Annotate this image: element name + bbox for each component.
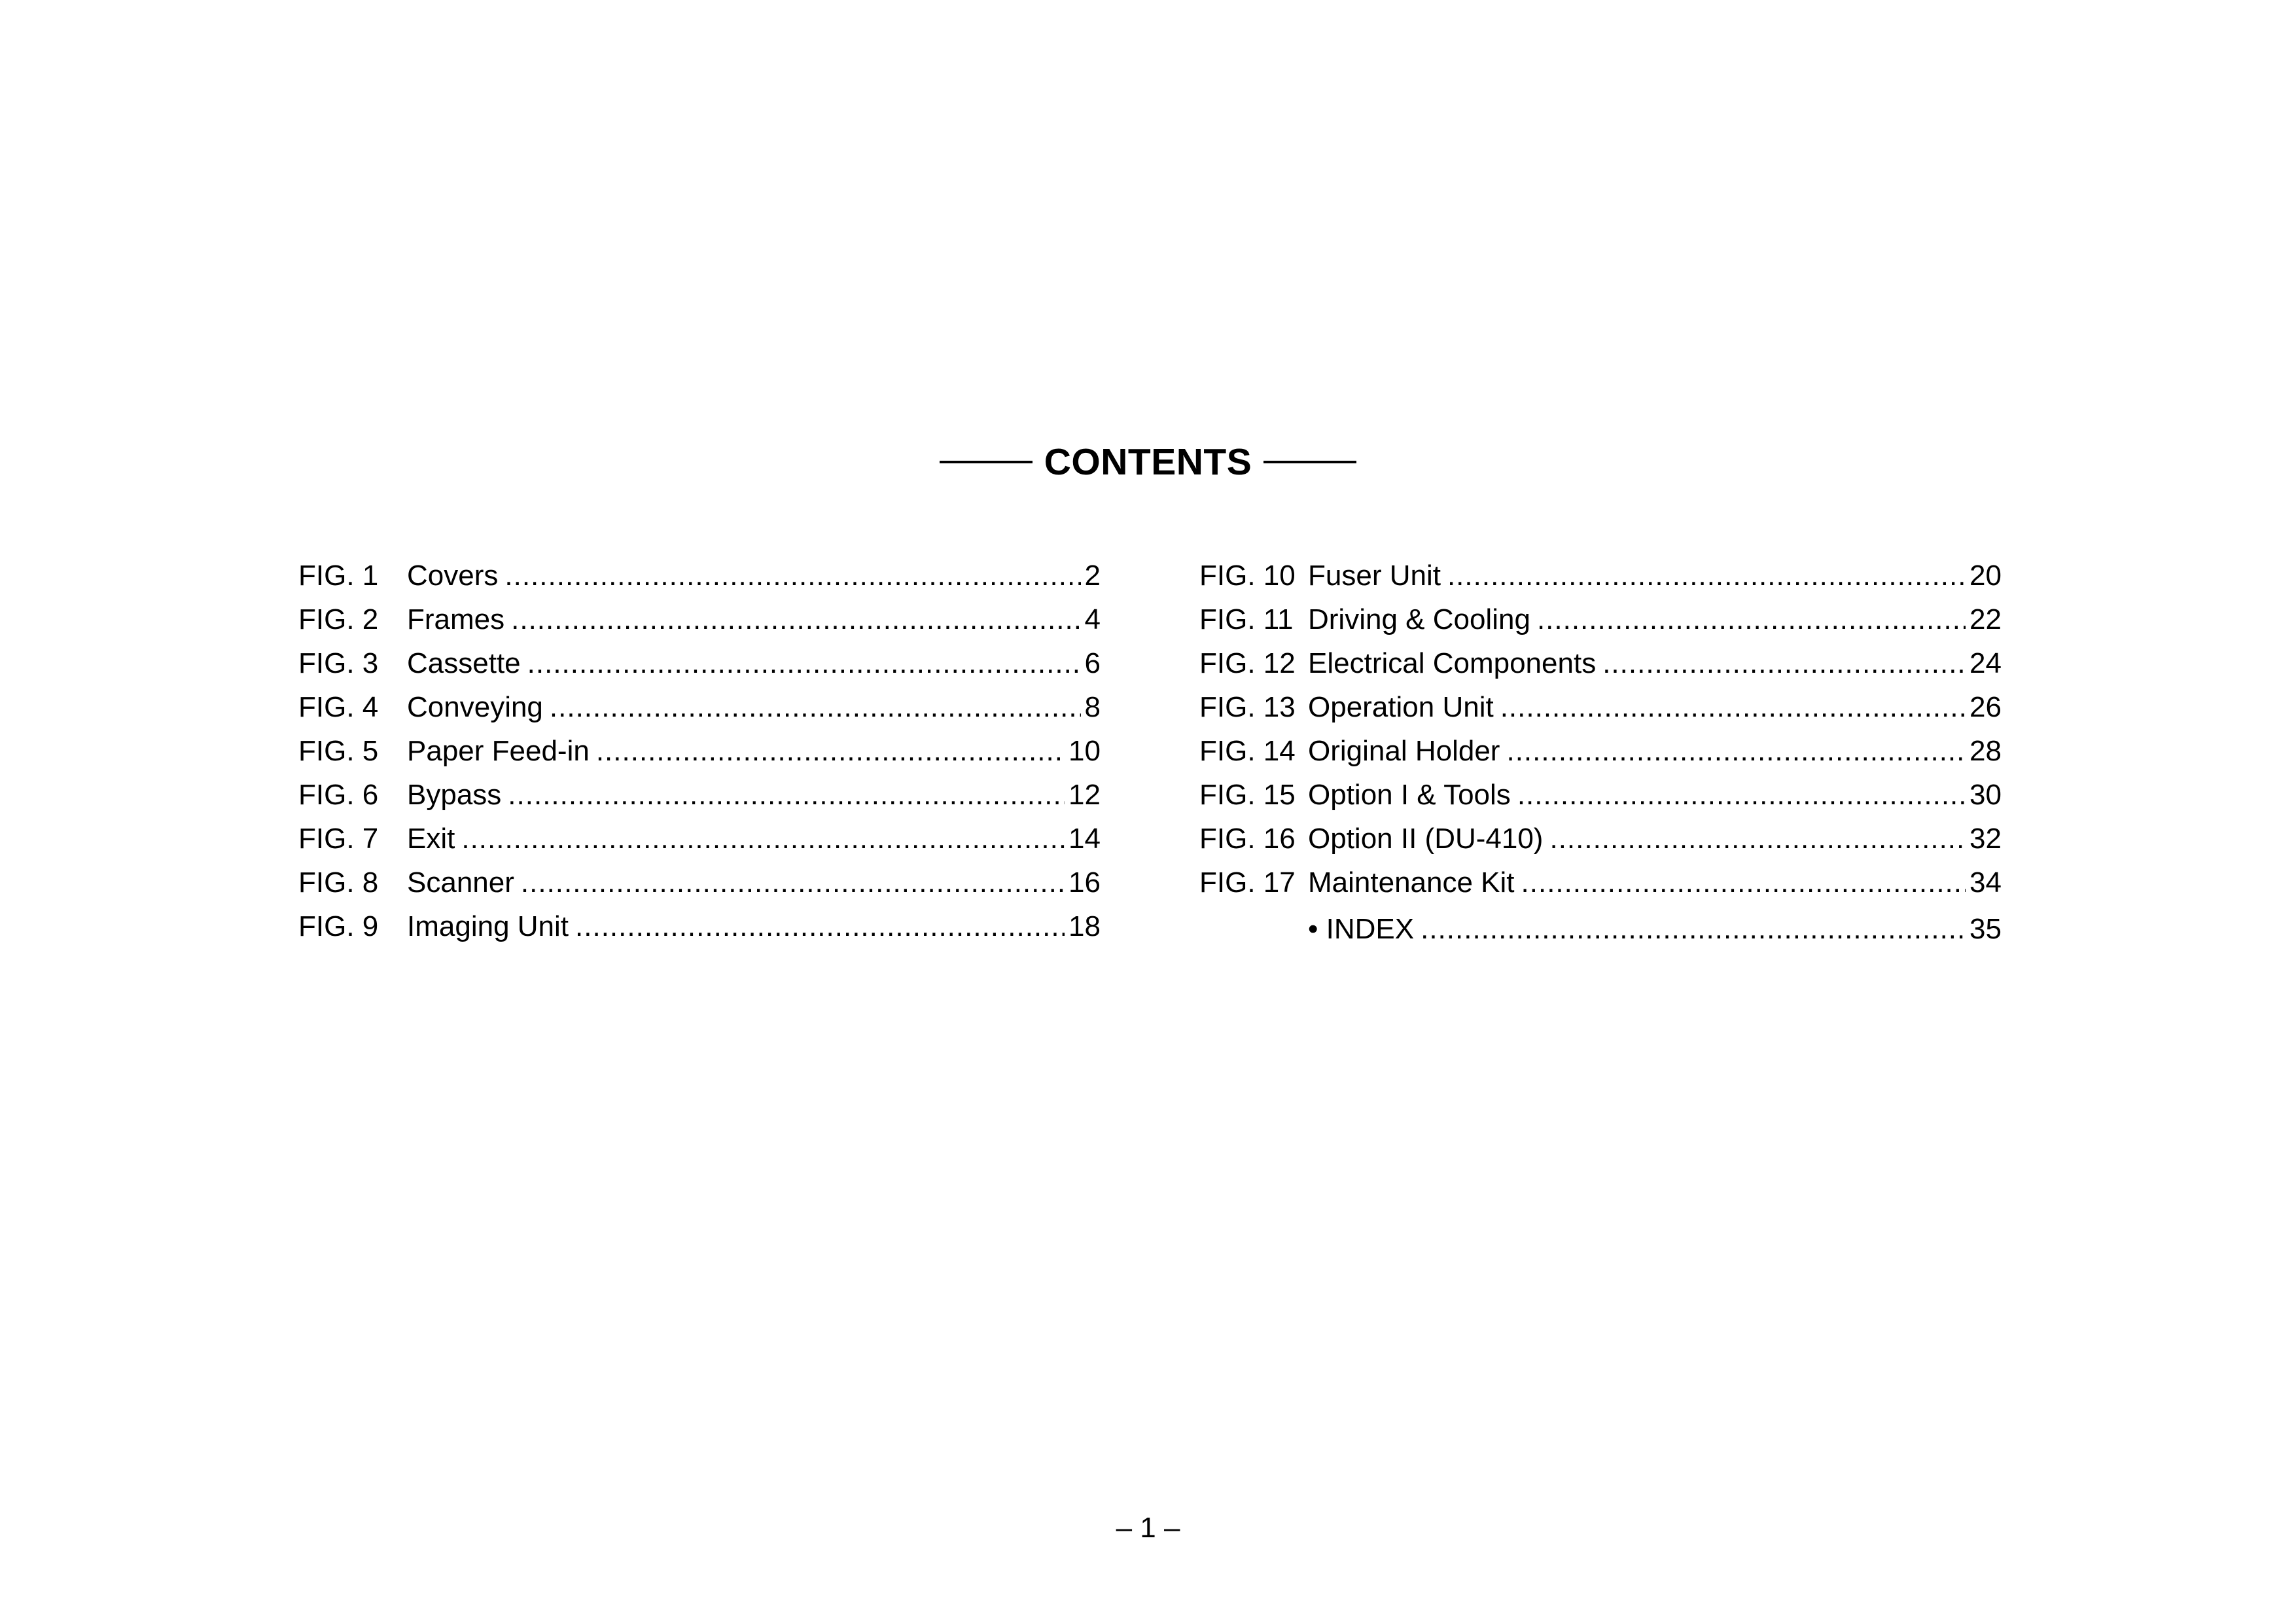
- toc-entry[interactable]: [298, 641, 1101, 685]
- toc-title: Driving & Cooling: [1308, 603, 1530, 635]
- toc-page-number: 28: [1969, 734, 2002, 767]
- toc-leader-dots: [1549, 823, 1966, 855]
- toc-title: Bypass: [407, 778, 502, 811]
- toc-entry[interactable]: [298, 773, 1101, 817]
- toc-leader-dots: [508, 779, 1065, 812]
- toc-entry[interactable]: [298, 597, 1101, 641]
- toc-entry[interactable]: [1199, 554, 2002, 597]
- toc-entry[interactable]: [298, 685, 1101, 729]
- toc-page-number: 10: [1069, 734, 1101, 767]
- toc-fig-label: FIG. 2: [298, 603, 379, 635]
- toc-leader-dots: [511, 603, 1080, 636]
- toc-fig-label: FIG. 1: [298, 559, 379, 592]
- toc-leader-dots: [1537, 603, 1966, 636]
- toc-title: Electrical Components: [1308, 647, 1597, 679]
- heading-rule-right: [1263, 461, 1356, 463]
- toc-entry[interactable]: [1199, 685, 2002, 729]
- toc-page-number: 32: [1969, 822, 2002, 855]
- toc-page-number: 20: [1969, 559, 2002, 592]
- toc-leader-dots: [1517, 779, 1966, 812]
- toc-title: Exit: [407, 822, 455, 855]
- toc-page-number: 2: [1084, 559, 1101, 592]
- toc-fig-label: FIG. 9: [298, 910, 379, 942]
- toc-page-number: 18: [1069, 910, 1101, 942]
- toc-page-number: 30: [1969, 778, 2002, 811]
- toc-fig-label: FIG. 17: [1199, 866, 1296, 899]
- toc-page-number: 12: [1069, 778, 1101, 811]
- toc-title: • INDEX: [1308, 912, 1415, 945]
- toc-page-number: 22: [1969, 603, 2002, 635]
- toc-entry[interactable]: [298, 817, 1101, 861]
- toc-fig-label: FIG. 16: [1199, 822, 1296, 855]
- toc-entry[interactable]: [298, 554, 1101, 597]
- toc-fig-label: FIG. 7: [298, 822, 379, 855]
- toc-entry[interactable]: [1199, 597, 2002, 641]
- toc-fig-label: FIG. 4: [298, 690, 379, 723]
- toc-entry[interactable]: [1199, 817, 2002, 861]
- toc-fig-label: FIG. 3: [298, 647, 379, 679]
- toc-title: Cassette: [407, 647, 521, 679]
- toc-fig-label: FIG. 8: [298, 866, 379, 899]
- toc-page-number: 34: [1969, 866, 2002, 899]
- toc-entry[interactable]: [298, 904, 1101, 948]
- toc-title: Covers: [407, 559, 499, 592]
- toc-title: Option II (DU-410): [1308, 822, 1544, 855]
- toc-entry[interactable]: [1199, 861, 2002, 904]
- toc-fig-label: FIG. 14: [1199, 734, 1296, 767]
- toc-leader-dots: [1602, 647, 1966, 680]
- toc-page-number: 26: [1969, 690, 2002, 723]
- toc-fig-label: FIG. 10: [1199, 559, 1296, 592]
- heading-rule-left: [940, 461, 1033, 463]
- toc-fig-label: FIG. 5: [298, 734, 379, 767]
- toc-entry-index[interactable]: [1199, 907, 2002, 951]
- toc-leader-dots: [461, 823, 1065, 855]
- toc-page-number: 35: [1969, 912, 2002, 945]
- contents-heading: [0, 437, 2296, 487]
- toc-title: Frames: [407, 603, 505, 635]
- toc-page-number: 6: [1084, 647, 1101, 679]
- toc-entry[interactable]: [1199, 729, 2002, 773]
- toc-right-column: [1199, 554, 2002, 951]
- toc-title: Operation Unit: [1308, 690, 1494, 723]
- toc-title: Imaging Unit: [407, 910, 569, 942]
- page-number: – 1 –: [1116, 1512, 1180, 1544]
- toc-title: Fuser Unit: [1308, 559, 1441, 592]
- toc-page-number: 14: [1069, 822, 1101, 855]
- toc-page-number: 4: [1084, 603, 1101, 635]
- toc-entry[interactable]: [1199, 641, 2002, 685]
- toc-leader-dots: [1421, 913, 1966, 946]
- toc-title: Paper Feed-in: [407, 734, 590, 767]
- toc-page-number: 24: [1969, 647, 2002, 679]
- toc-title: Original Holder: [1308, 734, 1500, 767]
- toc-entry[interactable]: [1199, 773, 2002, 817]
- toc-fig-label: FIG. 13: [1199, 690, 1296, 723]
- toc-left-column: [298, 554, 1101, 948]
- toc-title: Scanner: [407, 866, 514, 899]
- page-title: CONTENTS: [1044, 441, 1252, 483]
- toc-fig-label: FIG. 12: [1199, 647, 1296, 679]
- toc-leader-dots: [527, 647, 1081, 680]
- toc-fig-label: FIG. 11: [1199, 603, 1294, 635]
- toc-leader-dots: [1447, 560, 1966, 592]
- toc-leader-dots: [1500, 691, 1966, 724]
- toc-entry[interactable]: [298, 729, 1101, 773]
- toc-leader-dots: [1521, 866, 1966, 899]
- toc-title: Option I & Tools: [1308, 778, 1511, 811]
- toc-page-number: 16: [1069, 866, 1101, 899]
- toc-title: Maintenance Kit: [1308, 866, 1515, 899]
- toc-fig-label: FIG. 15: [1199, 778, 1296, 811]
- toc-title: Conveying: [407, 690, 543, 723]
- toc-leader-dots: [550, 691, 1081, 724]
- toc-leader-dots: [1506, 735, 1966, 768]
- toc-fig-label: FIG. 6: [298, 778, 379, 811]
- toc-leader-dots: [575, 910, 1065, 943]
- toc-leader-dots: [596, 735, 1065, 768]
- toc-entry[interactable]: [298, 861, 1101, 904]
- toc-leader-dots: [504, 560, 1080, 592]
- toc-leader-dots: [521, 866, 1065, 899]
- toc-page-number: 8: [1084, 690, 1101, 723]
